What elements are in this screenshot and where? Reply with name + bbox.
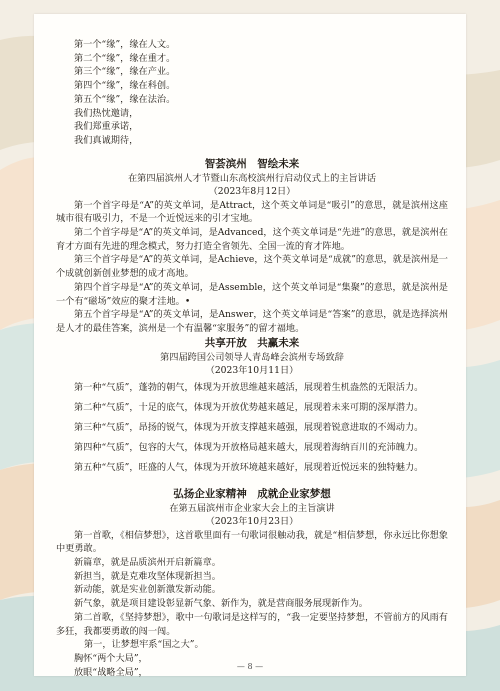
list-item: 第一个“缘”，缘在人文。 [74, 39, 176, 50]
section1-title: 智荟滨州 智绘未来 [204, 157, 300, 170]
section1-paragraph: 第二个首字母是“A”的英文单词，是Advanced，这个英文单词是“先进”的意思，就是滨州在育才方面有先进的理念模式，努力打造全省领先、全国一流的育才阵地。 [56, 227, 448, 252]
section2-subtitle: 第四届跨国公司领导人青岛峰会滨州专场致辞 [160, 351, 344, 363]
section1-date: （2023年8月12日） [208, 185, 296, 197]
section1-paragraph: 第四个首字母是“A”的英文单词，是Assemble，这个英文单词是“集聚”的意思，就是滨州是一个有“磁场”效应的聚才洼地。• [56, 281, 448, 307]
section2-paragraph: 第三种“气质”，昂扬的锐气，体现为开放支撑越来越强，展现着锐意进取的不竭动力。 [74, 421, 424, 433]
section2-date: （2023年10月11日） [205, 364, 299, 376]
document-body [56, 38, 448, 679]
section3-paragraph: 第二首歌，《坚持梦想》，歌中一句歌词是这样写的，“我一定要坚持梦想，不管前方的风雨有多狂，我都要勇敢的闯一闯。 [56, 611, 448, 637]
song-line: 新气象，就是项目建设彰显新气象、新作为，就是营商服务展现新作为。 [74, 598, 368, 610]
song-line: 新担当，就是克难攻坚体现新担当。 [74, 570, 221, 582]
section3-subtitle: 在第五届滨州市企业家大会上的主旨演讲 [169, 502, 335, 514]
list-item: 第二个“缘”，缘在重才。 [74, 52, 176, 64]
section2-paragraph: 第二种“气质”，十足的底气，体现为开放优势越来越足，展现着未来可期的深厚潜力。 [74, 401, 424, 413]
section1-paragraph: 第一个首字母是“A”的英文单词，是Attract，这个英文单词是“吸引”的意思，就是滨州这座城市很有吸引力，不是一个近悦远来的引才宝地。 [56, 199, 448, 225]
list-item: 第四个“缘”，缘在科创。 [74, 80, 176, 92]
tail-line: 第一，让梦想牢系“国之大”。 [84, 639, 204, 651]
closing-line: 我们热忱邀请， [74, 107, 139, 119]
tail-line: 胸怀“两个大局”， [74, 652, 148, 664]
section2-paragraph: 第四种“气质”，包容的大气，体现为开放格局越来越大，展现着海纳百川的充沛魄力。 [74, 441, 424, 453]
section2-paragraph: 第五种“气质”，旺盛的人气，体现为开放环境越来越好，展现着近悦远来的独特魅力。 [74, 461, 424, 473]
song-line: 新篇章，就是品质滨州开启新篇章。 [74, 557, 221, 569]
section2-paragraph: 第一种“气质”，蓬勃的朝气，体现为开放思维越来越活，展现着生机盎然的无限活力。 [74, 381, 424, 393]
section3-title: 弘扬企业家精神 成就企业家梦想 [173, 487, 331, 500]
list-item: 第三个“缘”，缘在产业。 [74, 66, 176, 78]
section3-date: （2023年10月23日） [205, 515, 299, 527]
document-page [34, 14, 466, 676]
closing-line: 我们真诚期待， [74, 134, 139, 146]
tail-line: 放眼“战略全局”， [74, 666, 148, 678]
section1-subtitle: 在第四届滨州人才节暨山东高校滨州行启动仪式上的主旨讲话 [127, 172, 377, 184]
page-number: — 8 — [236, 662, 264, 671]
section1-paragraph: 第三个首字母是“A”的英文单词，是Achieve，这个英文单词是“成就”的意思，就是滨州是一个成就创新创业梦想的成才高地。 [56, 254, 448, 280]
song-line: 新动能，就是实业创新激发新动能。 [74, 584, 221, 596]
section2-title: 共享开放 共赢未来 [204, 336, 300, 349]
list-item: 第五个“缘”，缘在法治。 [74, 93, 176, 105]
section1-paragraph: 第五个首字母是“A”的英文单词，是Answer，这个英文单词是“答案”的意思，就是选择滨州是人才的最佳答案，滨州是一个有温馨“家服务”的留才福地。 [56, 309, 448, 334]
closing-line: 我们郑重承诺， [74, 121, 139, 133]
section3-paragraph: 第一首歌，《相信梦想》，这首歌里面有一句歌词很触动我，就是“相信梦想，你永远比你想象中更勇敢。 [56, 529, 448, 555]
